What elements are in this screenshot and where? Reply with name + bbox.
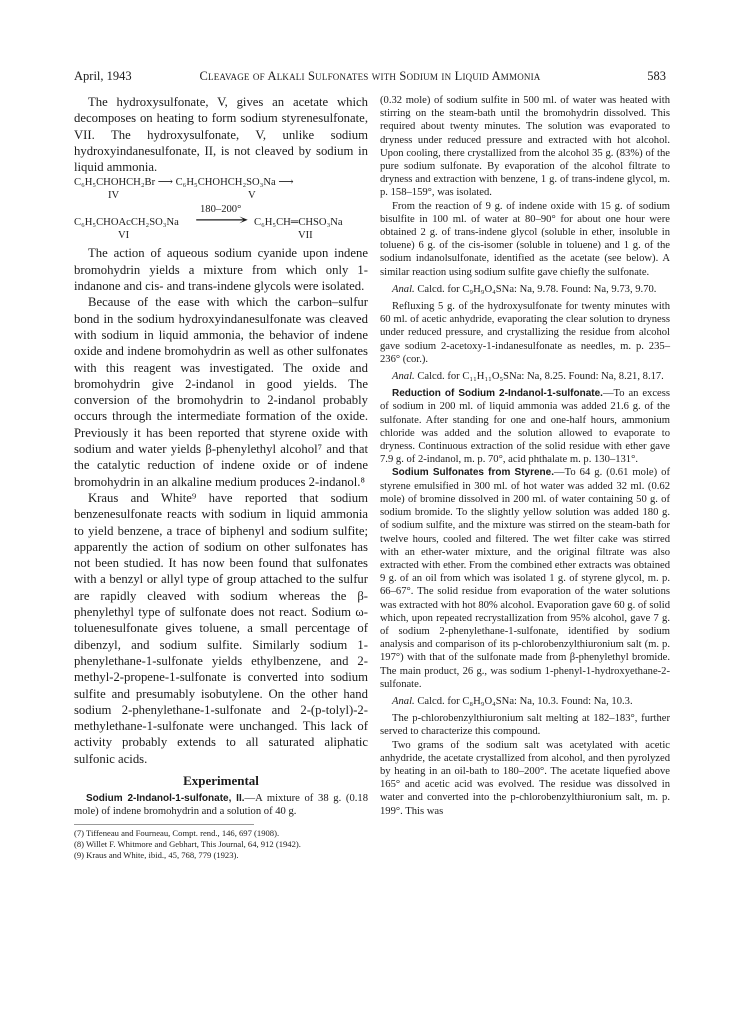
paragraph: (0.32 mole) of sodium sulfite in 500 ml. of water was heated with stirring on the steam-bath until the bromohydrin dissolved. This required about twenty minutes. The solution was evaporated to dryness under reduced pressure and extracted with hot alcohol. Upon cooling, there crystallized from the alcohol 35 g. (83%) of the pure sodium sulfonate. By evaporation of the alcohol filtrate to dryness and extraction with benzene, 1 g. of trans-indene glycol, m. p. 158–159°, was isolated.	[380, 95, 670, 199]
right-column	[380, 94, 670, 818]
analysis-text: Calcd. for C₉H₉O₄SNa: Na, 9.78. Found: Na, 9.73, 9.70.	[417, 283, 657, 295]
paragraph: Kraus and White⁹ have reported that sodium benzenesulfonate reacts with sodium in liquid ammonia to yield benzene, a trace of biphenyl and sodium sulfite; apparently the action of sodium on other sulfonates has not been studied. It has now been found that sulfonates with a benzyl or allyl type of group attached to the sulfur are rapidly cleaved with sodium whereas the β-phenylethyl type of sulfonate does not react. Sodium ω-toluenesulfonate gives toluene, a small percentage of dibenzyl, and sodium sulfite. Similarly sodium 1-phenylethane-1-sulfonate yields ethylbenzene, and 2-methyl-2-propene-1-sulfonate is converted into sodium sulfite and presumably isobutylene. On the other hand sodium 2-phenylethane-1-sulfonate and 2-(p-tolyl)-2-methylethane-1-sulfonate were unchanged. This lack of activity probably extends to all saturated aliphatic sulfonic acids.	[74, 490, 368, 766]
paragraph: Two grams of the sodium salt was acetylated with acetic anhydride, the acetate crystallized from alcohol, and then pyrolyzed by heating in an oil-bath to 180–200°. The acetate liquefied above 165° and acetic acid was evolved. The residue was dissolved in water and converted into the p-chlorobenzylthiuronium salt, m. p. 199°. This was	[380, 739, 670, 817]
compound-label-vii: VII	[298, 230, 313, 242]
paragraph-text: —A mixture of 38 g. (0.18 mole) of indene bromohydrin and a solution of 40 g.	[74, 792, 368, 818]
analysis-text: Calcd. for C₁₁H₁₁O₅SNa: Na, 8.25. Found: Na, 8.21, 8.17.	[417, 371, 664, 383]
page-number: 583	[647, 69, 666, 83]
page-header	[74, 67, 666, 85]
compound-label-v: V	[248, 190, 256, 202]
reaction-temperature: 180–200°	[200, 204, 242, 216]
compound-label-vi: VI	[118, 230, 130, 242]
analysis-text: Calcd. for C₈H₉O₄SNa: Na, 10.3. Found: Na, 10.3.	[417, 695, 633, 707]
header-date: April, 1943	[74, 69, 132, 83]
paragraph: The action of aqueous sodium cyanide upon indene bromohydrin yields a mixture from which only 1-indanone and cis- and trans-indene glycols were isolated.	[74, 246, 368, 294]
running-title: Cleavage of Alkali Sulfonates with Sodium in Liquid Ammonia	[199, 69, 541, 83]
compound-label-iv: IV	[108, 190, 120, 202]
reaction-product: C₆H₅CH═CHSO₃Na	[254, 217, 343, 229]
reaction-arrow: ⟶	[194, 212, 250, 230]
footnote: (7) Tiffeneau and Fourneau, Compt. rend., 146, 697 (1908).	[74, 828, 280, 839]
subsection-heading: Sodium Sulfonates from Styrene.	[392, 467, 554, 479]
analysis-line	[380, 370, 670, 383]
paragraph: Refluxing 5 g. of the hydroxysulfonate for twenty minutes with 60 ml. of acetic anhydride, evaporating the clear solution to dryness under reduced pressure, and crystallizing the residue from alcohol gave sodium 2-acetoxy-1-indanesulfonate as needles, m. p. 235–236° (cor.).	[380, 301, 670, 365]
footnote: (9) Kraus and White, ibid., 45, 768, 779 (1923).	[74, 849, 239, 860]
paragraph: From the reaction of 9 g. of indene oxide with 15 g. of sodium bisulfite in 100 ml. of water at 80–90° for about one hour were obtained 2 g. of trans-indene glycol (soluble in ether, insoluble in toluene) 6 g. of the cis-isomer (soluble in toluene) and 1 g. of the sodium indanolsulfonate, identified as the acetate (see below). A similar reaction using sodium sulfite gave chiefly the sulfonate.	[380, 200, 670, 278]
paragraph	[380, 387, 670, 466]
section-heading: Experimental	[183, 772, 259, 788]
analysis-line	[380, 695, 670, 708]
paragraph-text: —To an excess of sodium in 200 ml. of liquid ammonia was added 21.6 g. of the sulfonate. After standing for one and one-half hours, ammonium chloride was added and the solution allowed to evaporate to dryness. Continuous extraction of the solid residue with ether gave 7.9 g. of 2-indanol, m. p. 70°, acid phthalate m. p. 130–131°.	[380, 388, 670, 466]
analysis-label: Anal.	[392, 283, 415, 295]
subsection-heading: Reduction of Sodium 2-Indanol-1-sulfonate.	[392, 388, 603, 400]
analysis-label: Anal.	[392, 371, 415, 383]
paragraph: The hydroxysulfonate, V, gives an acetate which decomposes on heating to form sodium styrenesulfonate, VII. The hydroxysulfonate, V, unlike sodium hydroxyindanesulfonate, II, is not cleaved by sodium in liquid ammonia.	[74, 95, 368, 175]
reaction-line-1: C₆H₅CHOHCH₂Br ⟶ C₆H₅CHOHCH₂SO₃Na ⟶	[74, 177, 294, 189]
paragraph: Because of the ease with which the carbon–sulfur bond in the sodium hydroxyindanesulfonate was cleaved with sodium in liquid ammonia, the behavior of indene oxide and indene bromohydrin as well as other sulfonates with this reagent was investigated. The oxide and bromohydrin give 2-indanol in good yields. The conversion of the bromohydrin to 2-indanol probably occurs through the intermediate formation of the oxide. Previously it has been reported that styrene oxide with sodium and water yields β-phenylethyl alcohol⁷ and that the catalytic reduction of indene oxide or of indene bromohydrin in an alkaline medium produces 2-indanol.⁸	[74, 295, 368, 489]
paragraph: The p-chlorobenzylthiuronium salt melting at 182–183°, further served to characterize this compound.	[380, 713, 670, 738]
reaction-scheme	[74, 175, 368, 267]
analysis-label: Anal.	[392, 695, 415, 707]
analysis-line	[380, 283, 670, 296]
left-column	[74, 94, 368, 860]
paragraph	[74, 792, 368, 818]
subsection-heading: Sodium 2-Indanol-1-sulfonate, II.	[86, 792, 245, 804]
paragraph-text: —To 64 g. (0.61 mole) of styrene emulsified in 300 ml. of hot water was added 32 ml. (0.62 mole) of bromine dissolved in 200 ml. of water containing 50 g. of sodium bromide. To the slightly yellow solution was added 180 g. of sodium sulfite, and the mixture was stirred on the steam-bath for twelve hours, cooled and filtered. The wet filter cake was stirred with an ether-water mixture, and the original filtrate was also extracted with ether. From the combined ether extracts was obtained 9 g. of an oil from which was isolated 1 g. of styrene glycol, m. p. 66–67°. The solid residue from evaporation of the water solutions was extracted with hot 80% alcohol. Evaporation gave 60 g. of solid which, upon repeated recrystallization from 95% alcohol, gave 7 g. of sodium 2-phenylethane-1-sulfonate, identified by sodium analysis and comparison of its p-chlorobenzylthiuronium salt (m. p. 197°) with that of the sulfonate made from β-phenylethyl bromide. The main product, 26 g., was sodium 1-phenyl-1-hydroxyethane-2-sulfonate.	[380, 467, 670, 690]
footnote: (8) Willet F. Whitmore and Gebhart, This Journal, 64, 912 (1942).	[74, 838, 301, 849]
footnotes	[74, 824, 301, 860]
paragraph	[380, 466, 670, 690]
reaction-reactant: C₆H₅CHOAcCH₂SO₃Na	[74, 217, 179, 229]
